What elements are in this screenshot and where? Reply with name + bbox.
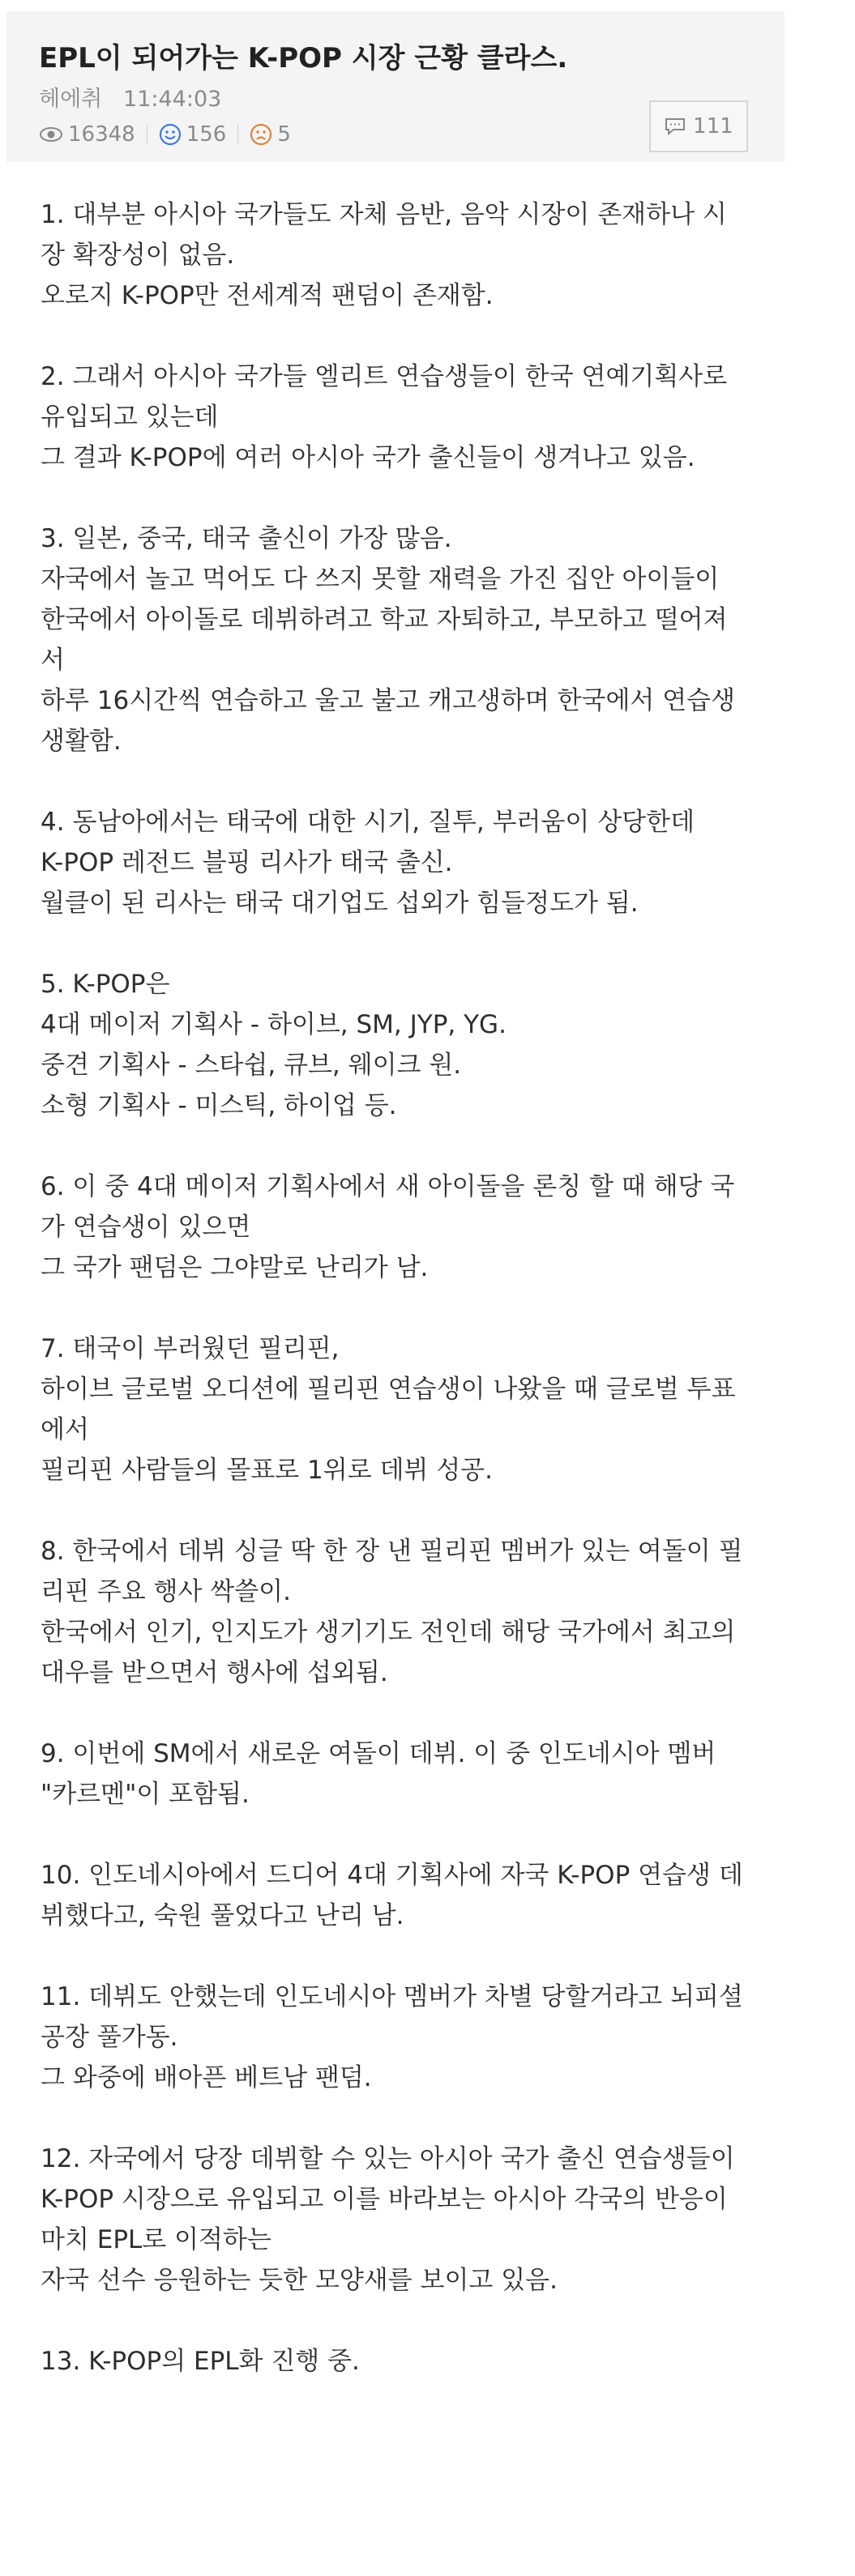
body-line: 월클이 된 리사는 태국 대기업도 섭외가 힘들정도가 됨.	[41, 889, 639, 918]
speech-bubble-icon	[664, 117, 686, 136]
body-paragraph	[41, 2341, 835, 2382]
body-line: 서	[41, 646, 65, 675]
body-line: 대우를 받으면서 행사에 섭외됨.	[41, 1658, 388, 1687]
body-line: 소형 기획사 - 미스틱, 하이업 등.	[41, 1091, 397, 1120]
post-header	[6, 11, 784, 162]
frown-icon	[250, 123, 272, 146]
body-line: 한국에서 인기, 인지도가 생기기도 전인데 해당 국가에서 최고의	[41, 1618, 736, 1647]
post-meta	[39, 81, 221, 113]
body-line: 필리핀 사람들의 몰표로 1위로 데뷔 성공.	[41, 1456, 493, 1485]
body-paragraph	[41, 1531, 835, 1693]
body-line: 리핀 주요 행사 싹쓸이.	[41, 1577, 291, 1606]
stat-divider	[237, 125, 238, 144]
body-line: 10. 인도네시아에서 드디어 4대 기획사에 자국 K-POP 연습생 데	[41, 1861, 743, 1890]
body-line: 자국에서 놀고 먹어도 다 쓰지 못할 재력을 가진 집안 아이들이	[41, 565, 720, 594]
post-stats	[39, 122, 291, 147]
dislike-button[interactable]: 5	[250, 122, 291, 147]
body-paragraph	[41, 1855, 835, 1936]
body-paragraph	[41, 1734, 835, 1815]
body-line: 자국 선수 응원하는 듯한 모양새를 보이고 있음.	[41, 2266, 558, 2295]
body-line: 공장 풀가동.	[41, 2023, 178, 2052]
post-body	[41, 194, 835, 2422]
body-line: 가 연습생이 있으면	[41, 1213, 251, 1242]
body-line: K-POP 레전드 블핑 리사가 태국 출신.	[41, 848, 453, 877]
body-line: 유입되고 있는데	[41, 403, 219, 432]
body-line: 13. K-POP의 EPL화 진행 중.	[41, 2347, 360, 2376]
body-paragraph	[41, 1166, 835, 1288]
post-time: 11:44:03	[123, 87, 222, 112]
post-title: EPL이 되어가는 K-POP 시장 근황 클라스.	[39, 42, 568, 75]
body-line: 3. 일본, 중국, 태국 출신이 가장 많음.	[41, 524, 452, 553]
body-paragraph	[41, 964, 835, 1126]
smile-icon	[159, 123, 182, 146]
body-line: 5. K-POP은	[41, 970, 170, 999]
body-paragraph	[41, 356, 835, 478]
body-line: 1. 대부분 아시아 국가들도 자체 음반, 음악 시장이 존재하나 시	[41, 200, 727, 229]
body-paragraph	[41, 2139, 835, 2301]
like-button[interactable]: 156	[159, 122, 227, 147]
body-line: "카르멘"이 포함됨.	[41, 1780, 250, 1809]
body-line: 4. 동남아에서는 태국에 대한 시기, 질투, 부러움이 상당한데	[41, 808, 695, 837]
comment-count: 111	[693, 114, 733, 139]
body-line: 11. 데뷔도 안했는데 인도네시아 멤버가 차별 당할거라고 뇌피셜	[41, 1982, 743, 2011]
author-name[interactable]: 헤에취	[39, 87, 103, 112]
body-paragraph	[41, 194, 835, 316]
body-line: K-POP 시장으로 유입되고 이를 바라보는 아시아 각국의 반응이	[41, 2185, 728, 2214]
body-line: 2. 그래서 아시아 국가들 엘리트 연습생들이 한국 연예기획사로	[41, 362, 728, 391]
comments-button[interactable]	[649, 100, 748, 152]
body-line: 그 국가 팬덤은 그야말로 난리가 남.	[41, 1253, 429, 1282]
body-paragraph	[41, 1329, 835, 1491]
body-paragraph	[41, 802, 835, 923]
body-line: 장 확장성이 없음.	[41, 241, 235, 270]
body-line: 마치 EPL로 이적하는	[41, 2225, 271, 2254]
body-line: 그 와중에 배아픈 베트남 팬덤.	[41, 2063, 372, 2092]
body-line: 4대 메이저 기획사 - 하이브, SM, JYP, YG.	[41, 1010, 507, 1039]
eye-icon	[39, 126, 63, 143]
body-line: 생활함.	[41, 727, 122, 756]
body-line: 오로지 K-POP만 전세계적 팬덤이 존재함.	[41, 281, 494, 310]
view-count: 16348	[39, 122, 135, 147]
body-line: 한국에서 아이돌로 데뷔하려고 학교 자퇴하고, 부모하고 떨어져	[41, 605, 728, 634]
body-line: 9. 이번에 SM에서 새로운 여돌이 데뷔. 이 중 인도네시아 멤버	[41, 1739, 716, 1768]
body-line: 그 결과 K-POP에 여러 아시아 국가 출신들이 생겨나고 있음.	[41, 443, 695, 472]
body-line: 에서	[41, 1415, 89, 1444]
body-line: 12. 자국에서 당장 데뷔할 수 있는 아시아 국가 출신 연습생들이	[41, 2144, 735, 2173]
body-line: 중견 기획사 - 스타쉽, 큐브, 웨이크 원.	[41, 1051, 462, 1080]
body-paragraph	[41, 518, 835, 761]
body-paragraph	[41, 1977, 835, 2098]
body-line: 8. 한국에서 데뷔 싱글 딱 한 장 낸 필리핀 멤버가 있는 여돌이 필	[41, 1537, 743, 1566]
body-line: 7. 태국이 부러웠던 필리핀,	[41, 1334, 340, 1363]
body-line: 6. 이 중 4대 메이저 기획사에서 새 아이돌을 론칭 할 때 해당 국	[41, 1172, 735, 1201]
body-line: 뷔했다고, 숙원 풀었다고 난리 남.	[41, 1901, 404, 1930]
body-line: 하이브 글로벌 오디션에 필리핀 연습생이 나왔을 때 글로벌 투표	[41, 1375, 736, 1404]
body-line: 하루 16시간씩 연습하고 울고 불고 캐고생하며 한국에서 연습생	[41, 686, 736, 715]
